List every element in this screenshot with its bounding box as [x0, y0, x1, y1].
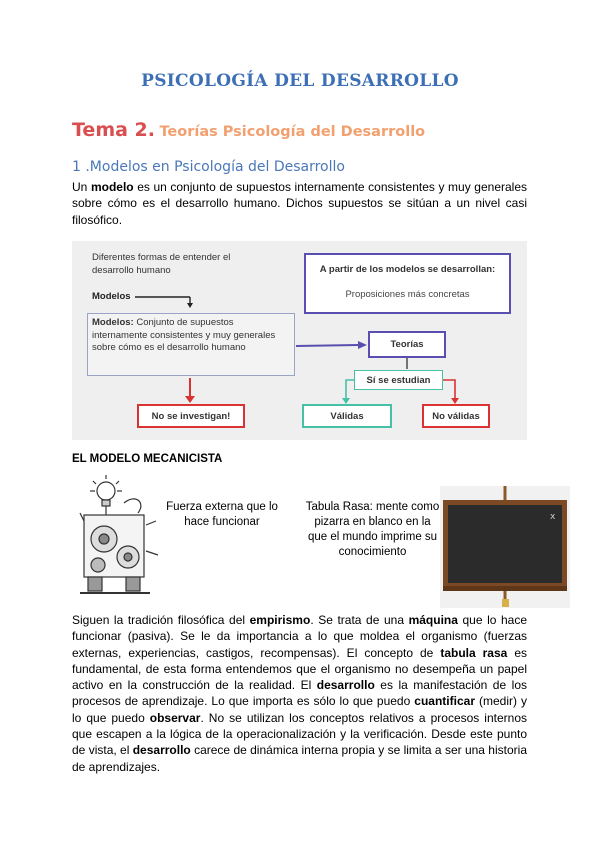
- tema-heading: [72, 119, 425, 141]
- validas-box: Válidas: [302, 404, 392, 428]
- connector-line: [346, 380, 354, 399]
- si-estudian-box: Sí se estudian: [354, 370, 443, 390]
- no-investigan-box: No se investigan!: [137, 404, 245, 428]
- body-text: Siguen la tradición filosófica del: [72, 613, 250, 627]
- body-text: es fundamental, de esta forma entendemos que el organismo no desempeña un papel activo en la construcción de la realidad. El: [72, 645, 527, 693]
- body-bold: empirismo: [249, 613, 311, 627]
- diagram-intro-text: Diferentes formas de entender el desarrollo humano: [92, 252, 231, 276]
- intro-bold: modelo: [90, 180, 134, 194]
- partir-title: A partir de los modelos se desarrollan:: [319, 264, 496, 275]
- diagram-modelos-label: Modelos: [92, 291, 131, 302]
- machine-illustration: [76, 473, 166, 601]
- body-text: es la manifestación de los procesos de aprendizaje. Lo que importa es sólo lo que puedo: [72, 678, 527, 709]
- intro-text: Un: [72, 180, 91, 194]
- arrow-head: [358, 341, 367, 349]
- intro-text: es un conjunto de supuestos internamente consistentes y muy generales sobre cómo es el desarrollo humano. Dichos supuestos se sitúan a un nivel casi filosófico.: [72, 180, 527, 227]
- mecanicista-paragraph: [72, 612, 527, 775]
- arrow-head: [185, 396, 195, 403]
- body-bold: tabula rasa: [440, 645, 508, 660]
- connector-line: [442, 380, 455, 399]
- arrow-head: [187, 303, 193, 308]
- chalkboard-illustration: [440, 486, 570, 608]
- models-diagram: [72, 241, 527, 440]
- board-mark: x: [550, 512, 556, 522]
- caption-tabula-rasa: Tabula Rasa: mente como pizarra en blanco en la que el mundo imprime su conocimiento: [305, 501, 440, 558]
- teorias-box: Teorías: [368, 331, 446, 358]
- body-bold: máquina: [408, 613, 458, 627]
- section-title: 1 .Modelos en Psicología del Desarrollo: [72, 159, 345, 175]
- partir-box: [304, 253, 511, 314]
- definition-body: Conjunto de supuestos internamente consistentes y muy generales sobre cómo es el desarrollo humano: [92, 317, 276, 353]
- connector-line: [296, 345, 358, 346]
- body-bold: desarrollo: [132, 743, 191, 758]
- caption-fuerza-externa: Fuerza externa que lo hace funcionar: [166, 501, 278, 528]
- no-validas-box: No válidas: [422, 404, 490, 428]
- definition-box: [87, 313, 295, 376]
- tema-subtitle: Teorías Psicología del Desarrollo: [159, 124, 426, 140]
- tema-number: Tema 2.: [72, 119, 155, 141]
- body-bold: desarrollo: [316, 678, 375, 693]
- body-text: (medir) y lo que puedo: [72, 694, 527, 725]
- body-bold: cuantificar: [414, 694, 475, 709]
- section-heading-mecanicista: EL MODELO MECANICISTA: [72, 453, 223, 465]
- definition-text: [92, 317, 290, 355]
- body-text: carece de dinámica interna propia y se limita a ser una historia de aprendizajes.: [72, 743, 527, 774]
- body-text: que lo hace funcionar (pasiva). Se le da importancia a lo que moldea el organismo (fuerzas externas, experiencias, castigos, recompensas). El concepto de: [72, 613, 528, 660]
- intro-paragraph: [72, 179, 527, 228]
- body-text: . Se trata de una: [310, 613, 409, 627]
- body-text: . No se utilizan los conceptos relativos a procesos internos que escapen a la lógica de la operacionalización y la verificación. Desde este punto de vista, el: [72, 710, 527, 758]
- partir-subtitle: Proposiciones más concretas: [345, 289, 470, 300]
- definition-bold: Modelos:: [92, 317, 134, 328]
- body-bold: observar: [149, 710, 201, 725]
- page-title: PSICOLOGÍA DEL DESARROLLO: [141, 71, 459, 91]
